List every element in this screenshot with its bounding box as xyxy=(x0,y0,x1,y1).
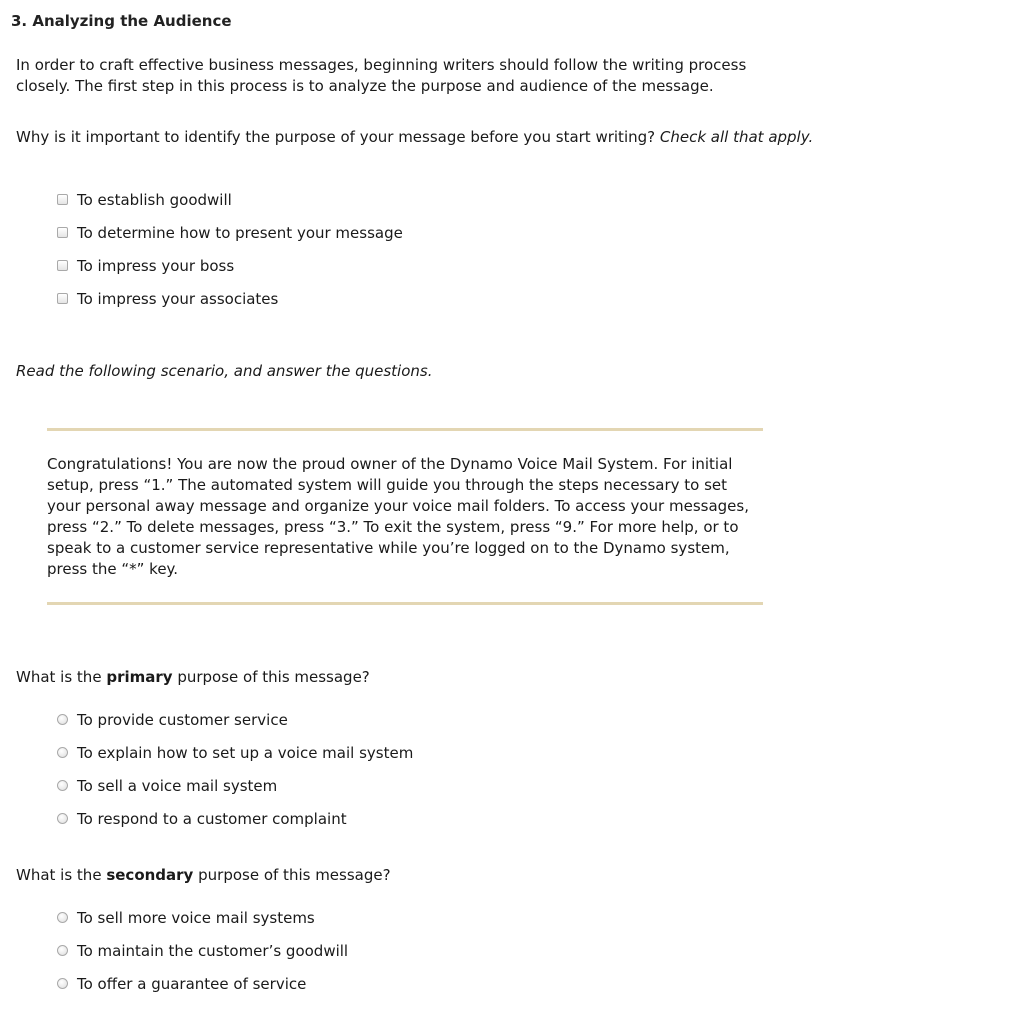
scenario-divider-bottom xyxy=(47,602,763,605)
question1-option[interactable] xyxy=(57,216,403,249)
question1-option[interactable] xyxy=(57,282,403,315)
question2-prompt xyxy=(16,667,816,688)
question1-options xyxy=(57,183,403,315)
question2-prompt-before: What is the xyxy=(16,668,102,686)
radio-button[interactable] xyxy=(57,978,68,989)
option-label[interactable]: To impress your associates xyxy=(77,289,279,308)
question2-option[interactable] xyxy=(57,769,413,802)
question1-prompt xyxy=(16,127,816,148)
scenario-text: Congratulations! You are now the proud owner of the Dynamo Voice Mail System. For initial setup, press “1.” The automated system will guide you through the steps necessary to set your personal away message and organize your voice mail folders. To access your messages, press “2.” To delete messages, press “3.” To exit the system, press “9.” For more help, or to speak to a customer service representative while you’re logged on to the Dynamo system, press the “*” key. xyxy=(47,455,749,578)
radio-button[interactable] xyxy=(57,780,68,791)
scenario-divider-top xyxy=(47,428,763,431)
question3-prompt xyxy=(16,865,816,886)
checkbox[interactable] xyxy=(57,293,68,304)
question2-prompt-emphasis: primary xyxy=(106,668,173,686)
question3-option[interactable] xyxy=(57,934,348,967)
page-title: 3. Analyzing the Audience xyxy=(11,12,232,30)
option-label[interactable]: To respond to a customer complaint xyxy=(77,809,347,828)
intro-paragraph: In order to craft effective business messages, beginning writers should follow the writing process closely. The first step in this process is to analyze the purpose and audience of the message. xyxy=(16,56,747,95)
checkbox[interactable] xyxy=(57,260,68,271)
option-label[interactable]: To maintain the customer’s goodwill xyxy=(77,941,349,960)
option-label[interactable]: To sell more voice mail systems xyxy=(77,908,315,927)
question3-prompt-after: purpose of this message? xyxy=(198,866,391,884)
option-label[interactable]: To determine how to present your message xyxy=(77,223,403,242)
radio-button[interactable] xyxy=(57,912,68,923)
question3-prompt-before: What is the xyxy=(16,866,102,884)
question2-prompt-after: purpose of this message? xyxy=(177,668,370,686)
question3-options xyxy=(57,901,348,1000)
option-label[interactable]: To offer a guarantee of service xyxy=(77,974,307,993)
checkbox[interactable] xyxy=(57,194,68,205)
radio-button[interactable] xyxy=(57,714,68,725)
question1-option[interactable] xyxy=(57,249,403,282)
question2-option[interactable] xyxy=(57,703,413,736)
question1-prompt-text: Why is it important to identify the purpose of your message before you start writing? xyxy=(16,128,656,146)
question3-prompt-emphasis: secondary xyxy=(106,866,194,884)
question2-options xyxy=(57,703,413,835)
option-label[interactable]: To provide customer service xyxy=(77,710,288,729)
question1-option[interactable] xyxy=(57,183,403,216)
option-label[interactable]: To explain how to set up a voice mail system xyxy=(77,743,414,762)
question3-option[interactable] xyxy=(57,901,348,934)
question3-option[interactable] xyxy=(57,967,348,1000)
option-label[interactable]: To sell a voice mail system xyxy=(77,776,278,795)
radio-button[interactable] xyxy=(57,747,68,758)
question2-option[interactable] xyxy=(57,802,413,835)
scenario-instruction: Read the following scenario, and answer the questions. xyxy=(16,362,433,380)
checkbox[interactable] xyxy=(57,227,68,238)
option-label[interactable]: To impress your boss xyxy=(77,256,235,275)
question1-instruction: Check all that apply. xyxy=(659,128,814,146)
radio-button[interactable] xyxy=(57,813,68,824)
radio-button[interactable] xyxy=(57,945,68,956)
question2-option[interactable] xyxy=(57,736,413,769)
option-label[interactable]: To establish goodwill xyxy=(77,190,232,209)
